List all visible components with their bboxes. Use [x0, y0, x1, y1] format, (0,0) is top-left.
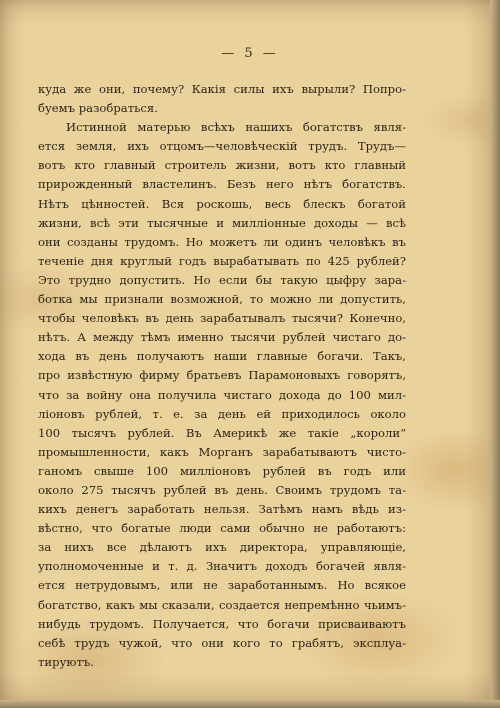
text-line: 100 тысячъ рублей. Въ Америкѣ же такіе „короли“	[38, 425, 406, 440]
text-line: что за войну она получила чистаго дохода до 100 мил-	[38, 387, 406, 402]
page-edge-bottom	[0, 700, 500, 708]
text-line: теченіе дня круглый годъ вырабатывать по 425 рублей?	[38, 253, 406, 268]
text-line: за нихъ все дѣлаютъ ихъ директора, управляющіе,	[38, 540, 406, 555]
text-line: ется земля, ихъ отцомъ—человѣческій трудъ. Трудъ—	[38, 139, 406, 154]
text-line: уполномоченные и т. д. Значитъ доходъ богачей явля-	[38, 559, 406, 574]
text-line: богатство, какъ мы сказали, создается непремѣнно чьимъ-	[38, 597, 406, 612]
text-line: прирожденный властелинъ. Безъ него нѣтъ богатствъ.	[38, 177, 406, 192]
text-line: кихъ денегъ заработать нельзя. Затѣмъ намъ вѣдь из-	[38, 502, 406, 517]
text-line: чтобы человѣкъ въ день зарабатывалъ тысячи? Конечно,	[38, 311, 406, 326]
text-line: ганомъ свыше 100 милліоновъ рублей въ годъ или	[38, 463, 406, 478]
text-line: вотъ кто главный строитель жизни, вотъ кто главный	[38, 158, 406, 173]
text-line: Истинной матерью всѣхъ нашихъ богатствъ явля-	[66, 120, 406, 135]
text-line: буемъ разобраться.	[38, 101, 158, 116]
page-edge-right	[490, 0, 500, 708]
text-line: ліоновъ рублей, т. е. за день ей приходилось около	[38, 406, 406, 421]
text-line: нибудь трудомъ. Получается, что богачи присваиваютъ	[38, 616, 406, 631]
text-line: жизни, всѣ эти тысячные и милліонные доходы — всѣ	[38, 215, 406, 230]
text-line: куда же они, почему? Какія силы ихъ вырыли? Попро-	[38, 82, 406, 96]
text-line: ется нетрудовымъ, или не заработаннымъ. Но всякое	[38, 578, 406, 593]
page-number: — 5 —	[221, 46, 279, 61]
text-line: про извѣстную фирму братьевъ Парамоновыхъ говорятъ,	[38, 368, 406, 383]
text-line: нѣтъ. А между тѣмъ именно тысячи рублей чистаго до-	[38, 330, 406, 345]
text-line: тируютъ.	[38, 654, 94, 669]
text-line: хода въ день получаютъ наши главные богачи. Такъ,	[38, 349, 406, 364]
text-line: они созданы трудомъ. Но можетъ ли одинъ человѣкъ въ	[38, 234, 406, 249]
text-line: промышленности, какъ Морганъ зарабатываютъ чисто-	[38, 444, 406, 459]
text-line: около 275 тысячъ рублей въ день. Своимъ трудомъ та-	[38, 482, 406, 497]
text-line: Нѣтъ цѣнностей. Вся роскошь, весь блескъ богатой	[38, 196, 406, 211]
text-line: вѣстно, что богатые люди сами обычно не работаютъ:	[38, 521, 406, 536]
text-line: ботка мы признали возможной, то можно ли допустить,	[38, 292, 406, 307]
text-line: Это трудно допустить. Но если бы такую цыфру зара-	[38, 272, 406, 287]
text-line: себѣ трудъ чужой, что они кого то грабятъ, эксплуа-	[38, 635, 406, 650]
body-text	[38, 80, 406, 672]
